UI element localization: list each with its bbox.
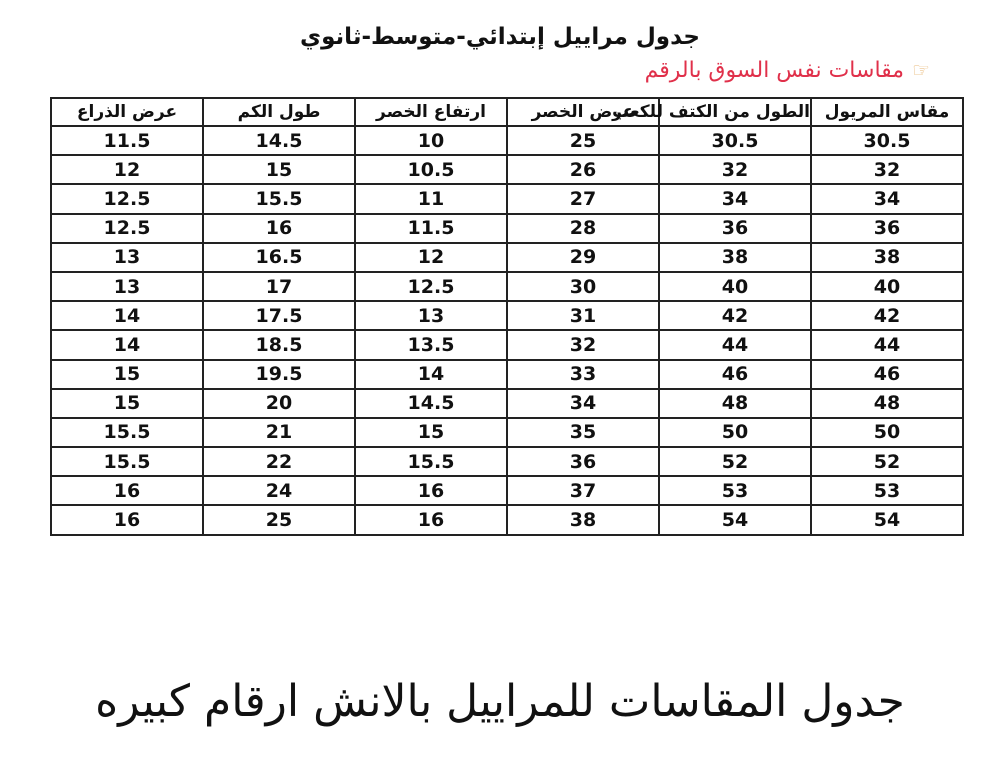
table-cell: 54 <box>811 505 963 534</box>
header-cell: طول الكم <box>203 98 355 126</box>
table-cell: 13 <box>51 243 203 272</box>
table-cell: 16 <box>51 476 203 505</box>
table-cell: 11 <box>355 184 507 213</box>
table-row <box>51 418 963 447</box>
table-cell: 13 <box>51 272 203 301</box>
table-cell: 14.5 <box>203 126 355 155</box>
header-cell: عرض الخصر <box>507 98 659 126</box>
table-cell: 37 <box>507 476 659 505</box>
table-body <box>51 126 963 535</box>
table-cell: 32 <box>659 155 811 184</box>
pointing-hand-icon: ☞ <box>912 58 930 82</box>
table-cell: 36 <box>811 214 963 243</box>
table-row <box>51 243 963 272</box>
table-cell: 15 <box>51 360 203 389</box>
table-cell: 30.5 <box>659 126 811 155</box>
table-row <box>51 301 963 330</box>
subtitle <box>645 55 930 86</box>
table-row <box>51 389 963 418</box>
table-cell: 54 <box>659 505 811 534</box>
table-cell: 17.5 <box>203 301 355 330</box>
footer-caption: جدول المقاسات للمراييل بالانش ارقام كبيره <box>95 676 905 727</box>
table-cell: 34 <box>811 184 963 213</box>
table-cell: 46 <box>811 360 963 389</box>
table-cell: 31 <box>507 301 659 330</box>
table-cell: 14 <box>355 360 507 389</box>
table-row <box>51 505 963 534</box>
table-cell: 30.5 <box>811 126 963 155</box>
table-row <box>51 214 963 243</box>
table-row <box>51 330 963 359</box>
table-cell: 12.5 <box>51 184 203 213</box>
size-table <box>50 97 964 536</box>
table-cell: 12.5 <box>51 214 203 243</box>
table-row <box>51 126 963 155</box>
table-cell: 33 <box>507 360 659 389</box>
table-cell: 16 <box>51 505 203 534</box>
table-cell: 48 <box>659 389 811 418</box>
table-row <box>51 360 963 389</box>
table-cell: 34 <box>507 389 659 418</box>
table-cell: 22 <box>203 447 355 476</box>
table-cell: 36 <box>659 214 811 243</box>
table-cell: 35 <box>507 418 659 447</box>
table-cell: 25 <box>203 505 355 534</box>
table-cell: 10.5 <box>355 155 507 184</box>
table-cell: 27 <box>507 184 659 213</box>
table-cell: 18.5 <box>203 330 355 359</box>
table-cell: 11.5 <box>51 126 203 155</box>
table-cell: 14 <box>51 330 203 359</box>
table-cell: 50 <box>811 418 963 447</box>
table-cell: 21 <box>203 418 355 447</box>
table-cell: 44 <box>659 330 811 359</box>
header-cell: مقاس المريول <box>811 98 963 126</box>
table-cell: 12 <box>355 243 507 272</box>
header-cell: عرض الذراع <box>51 98 203 126</box>
table-cell: 15.5 <box>355 447 507 476</box>
table-row <box>51 272 963 301</box>
table-cell: 34 <box>659 184 811 213</box>
header-cell: ارتفاع الخصر <box>355 98 507 126</box>
table-cell: 15 <box>203 155 355 184</box>
table-cell: 15.5 <box>203 184 355 213</box>
table-cell: 24 <box>203 476 355 505</box>
table-cell: 53 <box>659 476 811 505</box>
table-cell: 36 <box>507 447 659 476</box>
table-cell: 46 <box>659 360 811 389</box>
table-cell: 25 <box>507 126 659 155</box>
table-cell: 13.5 <box>355 330 507 359</box>
table-cell: 38 <box>811 243 963 272</box>
table-cell: 32 <box>507 330 659 359</box>
table-cell: 42 <box>659 301 811 330</box>
table-cell: 12 <box>51 155 203 184</box>
table-cell: 15 <box>51 389 203 418</box>
table-cell: 19.5 <box>203 360 355 389</box>
table-cell: 10 <box>355 126 507 155</box>
table-cell: 15 <box>355 418 507 447</box>
table-cell: 38 <box>507 505 659 534</box>
table-cell: 11.5 <box>355 214 507 243</box>
table-cell: 28 <box>507 214 659 243</box>
table-cell: 16.5 <box>203 243 355 272</box>
table-row <box>51 155 963 184</box>
table-cell: 20 <box>203 389 355 418</box>
table-cell: 29 <box>507 243 659 272</box>
table-cell: 44 <box>811 330 963 359</box>
table-cell: 14.5 <box>355 389 507 418</box>
table-row <box>51 476 963 505</box>
table-cell: 16 <box>355 476 507 505</box>
table-cell: 42 <box>811 301 963 330</box>
subtitle-text: مقاسات نفس السوق بالرقم <box>644 58 905 83</box>
table-cell: 15.5 <box>51 447 203 476</box>
table-cell: 30 <box>507 272 659 301</box>
table-cell: 40 <box>659 272 811 301</box>
table-cell: 17 <box>203 272 355 301</box>
table-header-row <box>51 98 963 126</box>
table-cell: 50 <box>659 418 811 447</box>
table-cell: 53 <box>811 476 963 505</box>
table-cell: 16 <box>203 214 355 243</box>
table-cell: 16 <box>355 505 507 534</box>
table-cell: 14 <box>51 301 203 330</box>
table-cell: 52 <box>811 447 963 476</box>
size-table-container <box>50 97 964 536</box>
table-cell: 38 <box>659 243 811 272</box>
table-cell: 13 <box>355 301 507 330</box>
table-cell: 48 <box>811 389 963 418</box>
table-cell: 52 <box>659 447 811 476</box>
header-cell: الطول من الكتف للكعب <box>659 98 811 126</box>
table-row <box>51 447 963 476</box>
table-row <box>51 184 963 213</box>
table-cell: 12.5 <box>355 272 507 301</box>
table-cell: 32 <box>811 155 963 184</box>
table-cell: 15.5 <box>51 418 203 447</box>
table-cell: 26 <box>507 155 659 184</box>
table-cell: 40 <box>811 272 963 301</box>
page-title: جدول مراييل إبتدائي-متوسط-ثانوي <box>300 24 700 50</box>
